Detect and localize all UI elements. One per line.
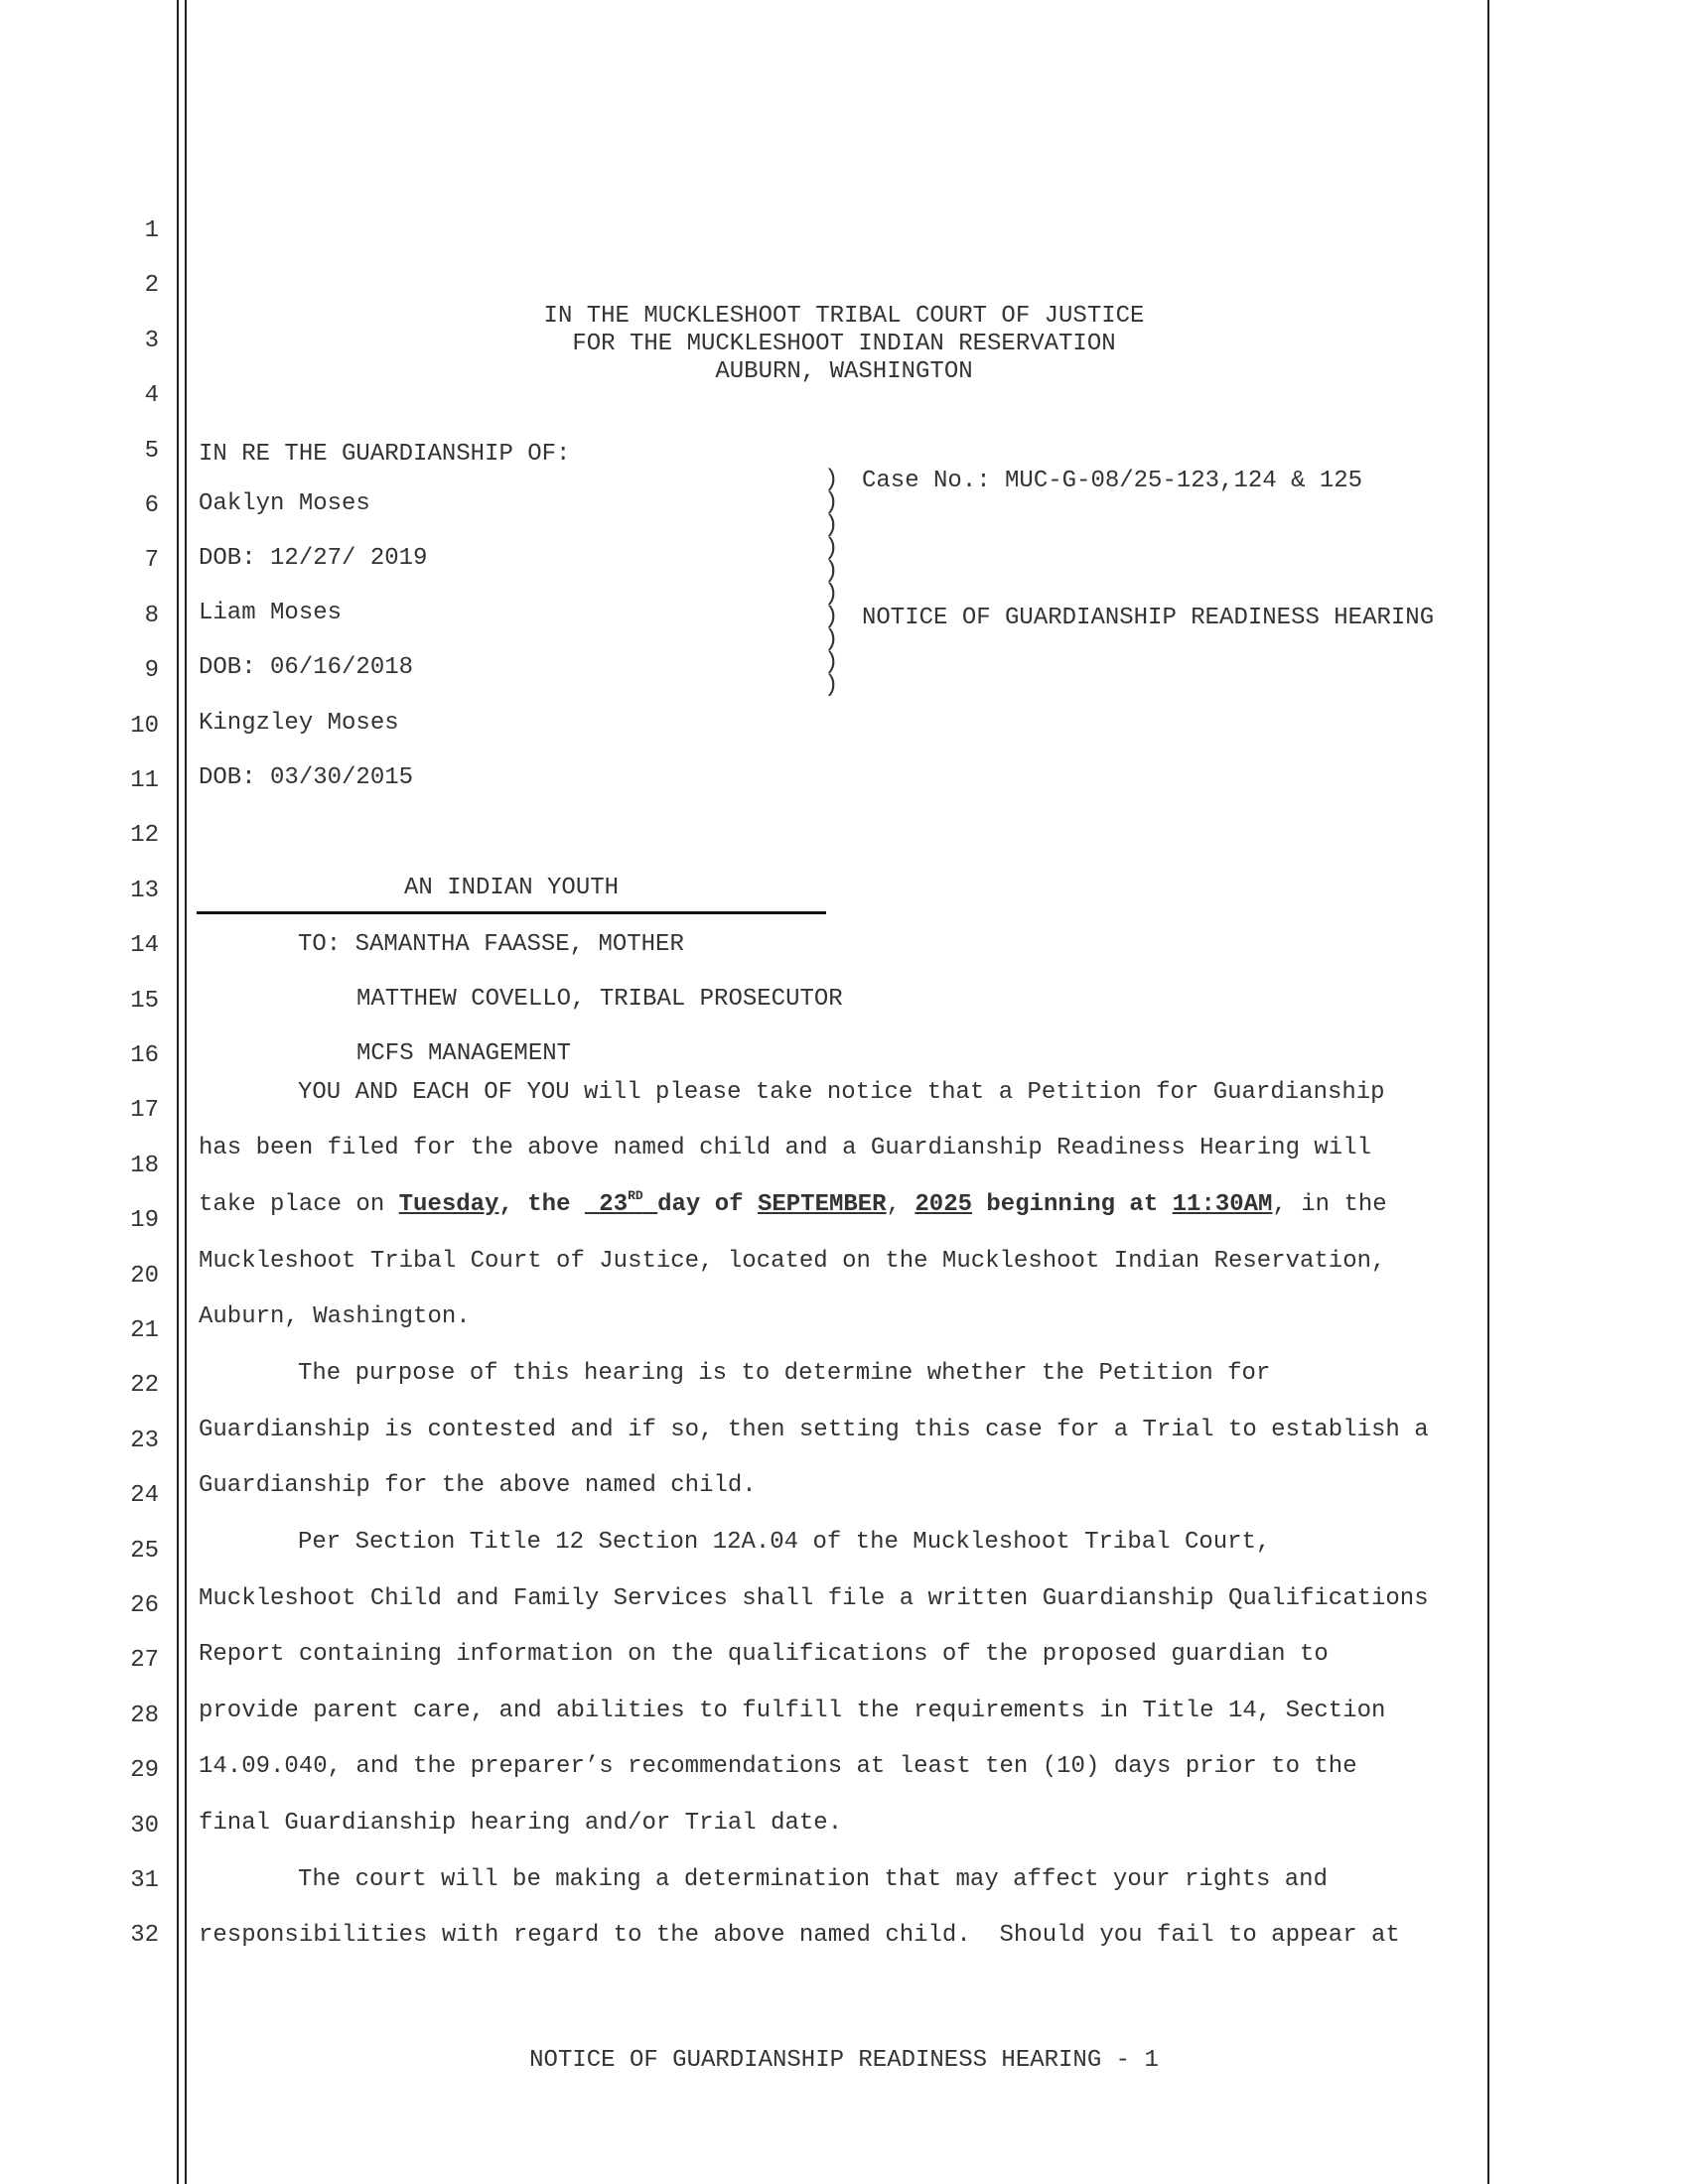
line-number: 11	[130, 767, 159, 794]
document-title: NOTICE OF GUARDIANSHIP READINESS HEARING	[862, 605, 1435, 631]
text-run: beginning at	[972, 1191, 1173, 1218]
line-number: 5	[144, 437, 159, 465]
body-text-line: Guardianship is contested and if so, then setting this case for a Trial to establish a	[199, 1417, 1429, 1443]
text-run: , the	[498, 1191, 585, 1218]
child-dob: DOB: 12/27/ 2019	[199, 545, 428, 572]
in-re-label: IN RE THE GUARDIANSHIP OF:	[199, 441, 571, 468]
line-number: 18	[130, 1152, 159, 1179]
body-text-line: Muckleshoot Tribal Court of Justice, located on the Muckleshoot Indian Reservation,	[199, 1248, 1386, 1275]
hearing-year: 2025	[914, 1191, 972, 1218]
line-number: 3	[144, 327, 159, 354]
body-text-line: provide parent care, and abilities to fulfill the requirements in Title 14, Section	[199, 1698, 1386, 1724]
hearing-month: SEPTEMBER	[757, 1191, 887, 1218]
line-number: 14	[130, 932, 159, 960]
body-text-line: 14.09.040, and the preparer’s recommendations at least ten (10) days prior to the	[199, 1753, 1357, 1780]
hearing-date-number: 23	[599, 1191, 629, 1218]
line-number: 4	[144, 382, 159, 410]
body-text-line: Guardianship for the above named child.	[199, 1472, 757, 1499]
line-number: 29	[130, 1757, 159, 1785]
body-text-line: responsibilities with regard to the above named child. Should you fail to appear at	[199, 1922, 1400, 1949]
line-number: 31	[130, 1867, 159, 1894]
line-number: 12	[130, 822, 159, 850]
line-number: 19	[130, 1207, 159, 1235]
line-number: 24	[130, 1482, 159, 1510]
body-text-line: Muckleshoot Child and Family Services shall file a written Guardianship Qualifications	[199, 1585, 1429, 1612]
body-text-line: Report containing information on the qualifications of the proposed guardian to	[199, 1641, 1329, 1668]
body-text-line: final Guardianship hearing and/or Trial date.	[199, 1810, 843, 1837]
line-number: 2	[144, 272, 159, 300]
line-number: 10	[130, 712, 159, 740]
line-number: 8	[144, 602, 159, 629]
hearing-day: Tuesday	[398, 1191, 499, 1218]
hearing-date	[585, 1188, 657, 1218]
line-number: 26	[130, 1592, 159, 1619]
court-name-line-2: FOR THE MUCKLESHOOT INDIAN RESERVATION	[572, 331, 1116, 357]
child-name: Kingzley Moses	[199, 710, 399, 737]
caption-underline	[197, 911, 826, 914]
child-dob: DOB: 03/30/2015	[199, 764, 414, 791]
court-name-line-1: IN THE MUCKLESHOOT TRIBAL COURT OF JUSTICE	[543, 303, 1145, 330]
line-number: 22	[130, 1372, 159, 1400]
line-number: 13	[130, 877, 159, 904]
line-number: 28	[130, 1702, 159, 1729]
recipient-line: MATTHEW COVELLO, TRIBAL PROSECUTOR	[356, 986, 843, 1013]
body-text-line: has been filed for the above named child and a Guardianship Readiness Hearing will	[199, 1135, 1371, 1161]
indian-youth-label: AN INDIAN YOUTH	[404, 875, 620, 901]
child-name: Oaklyn Moses	[199, 490, 370, 517]
line-number: 21	[130, 1317, 159, 1344]
caption-parentheses: ) ) ) ) ) ) ) ) ) )	[824, 467, 839, 699]
text-run: ,	[886, 1191, 915, 1218]
line-number: 20	[130, 1262, 159, 1290]
line-number: 7	[144, 547, 159, 575]
line-number: 23	[130, 1427, 159, 1454]
page-footer: NOTICE OF GUARDIANSHIP READINESS HEARING - 1	[529, 2047, 1159, 2074]
line-number: 6	[144, 492, 159, 519]
child-name: Liam Moses	[199, 600, 343, 626]
hearing-details-line	[199, 1190, 1387, 1220]
line-number: 16	[130, 1042, 159, 1069]
body-text-line: YOU AND EACH OF YOU will please take notice that a Petition for Guardianship	[298, 1079, 1385, 1106]
text-run: take place on	[199, 1191, 399, 1218]
body-text-line: Auburn, Washington.	[199, 1303, 471, 1330]
court-location-line: AUBURN, WASHINGTON	[715, 358, 973, 385]
line-number: 32	[130, 1922, 159, 1950]
left-margin-rule-outer	[177, 0, 179, 2184]
hearing-date-suffix: RD	[628, 1188, 643, 1203]
line-number: 30	[130, 1812, 159, 1840]
recipient-line: TO: SAMANTHA FAASSE, MOTHER	[298, 931, 684, 958]
text-run: , in the	[1272, 1191, 1387, 1218]
body-text-line: The purpose of this hearing is to determine whether the Petition for	[298, 1360, 1271, 1387]
line-number: 27	[130, 1647, 159, 1675]
hearing-time: 11:30AM	[1172, 1191, 1273, 1218]
body-text-line: The court will be making a determination that may affect your rights and	[298, 1866, 1328, 1893]
line-number: 17	[130, 1097, 159, 1125]
line-number: 25	[130, 1537, 159, 1565]
case-number: Case No.: MUC-G-08/25-123,124 & 125	[862, 468, 1363, 494]
line-number: 9	[144, 657, 159, 685]
recipient-line: MCFS MANAGEMENT	[356, 1040, 572, 1067]
body-text-line: Per Section Title 12 Section 12A.04 of the Muckleshoot Tribal Court,	[298, 1529, 1271, 1556]
line-number: 15	[130, 987, 159, 1015]
left-margin-rule-inner	[185, 0, 187, 2184]
child-dob: DOB: 06/16/2018	[199, 654, 414, 681]
text-run: day of	[657, 1191, 758, 1218]
line-number: 1	[144, 217, 159, 244]
